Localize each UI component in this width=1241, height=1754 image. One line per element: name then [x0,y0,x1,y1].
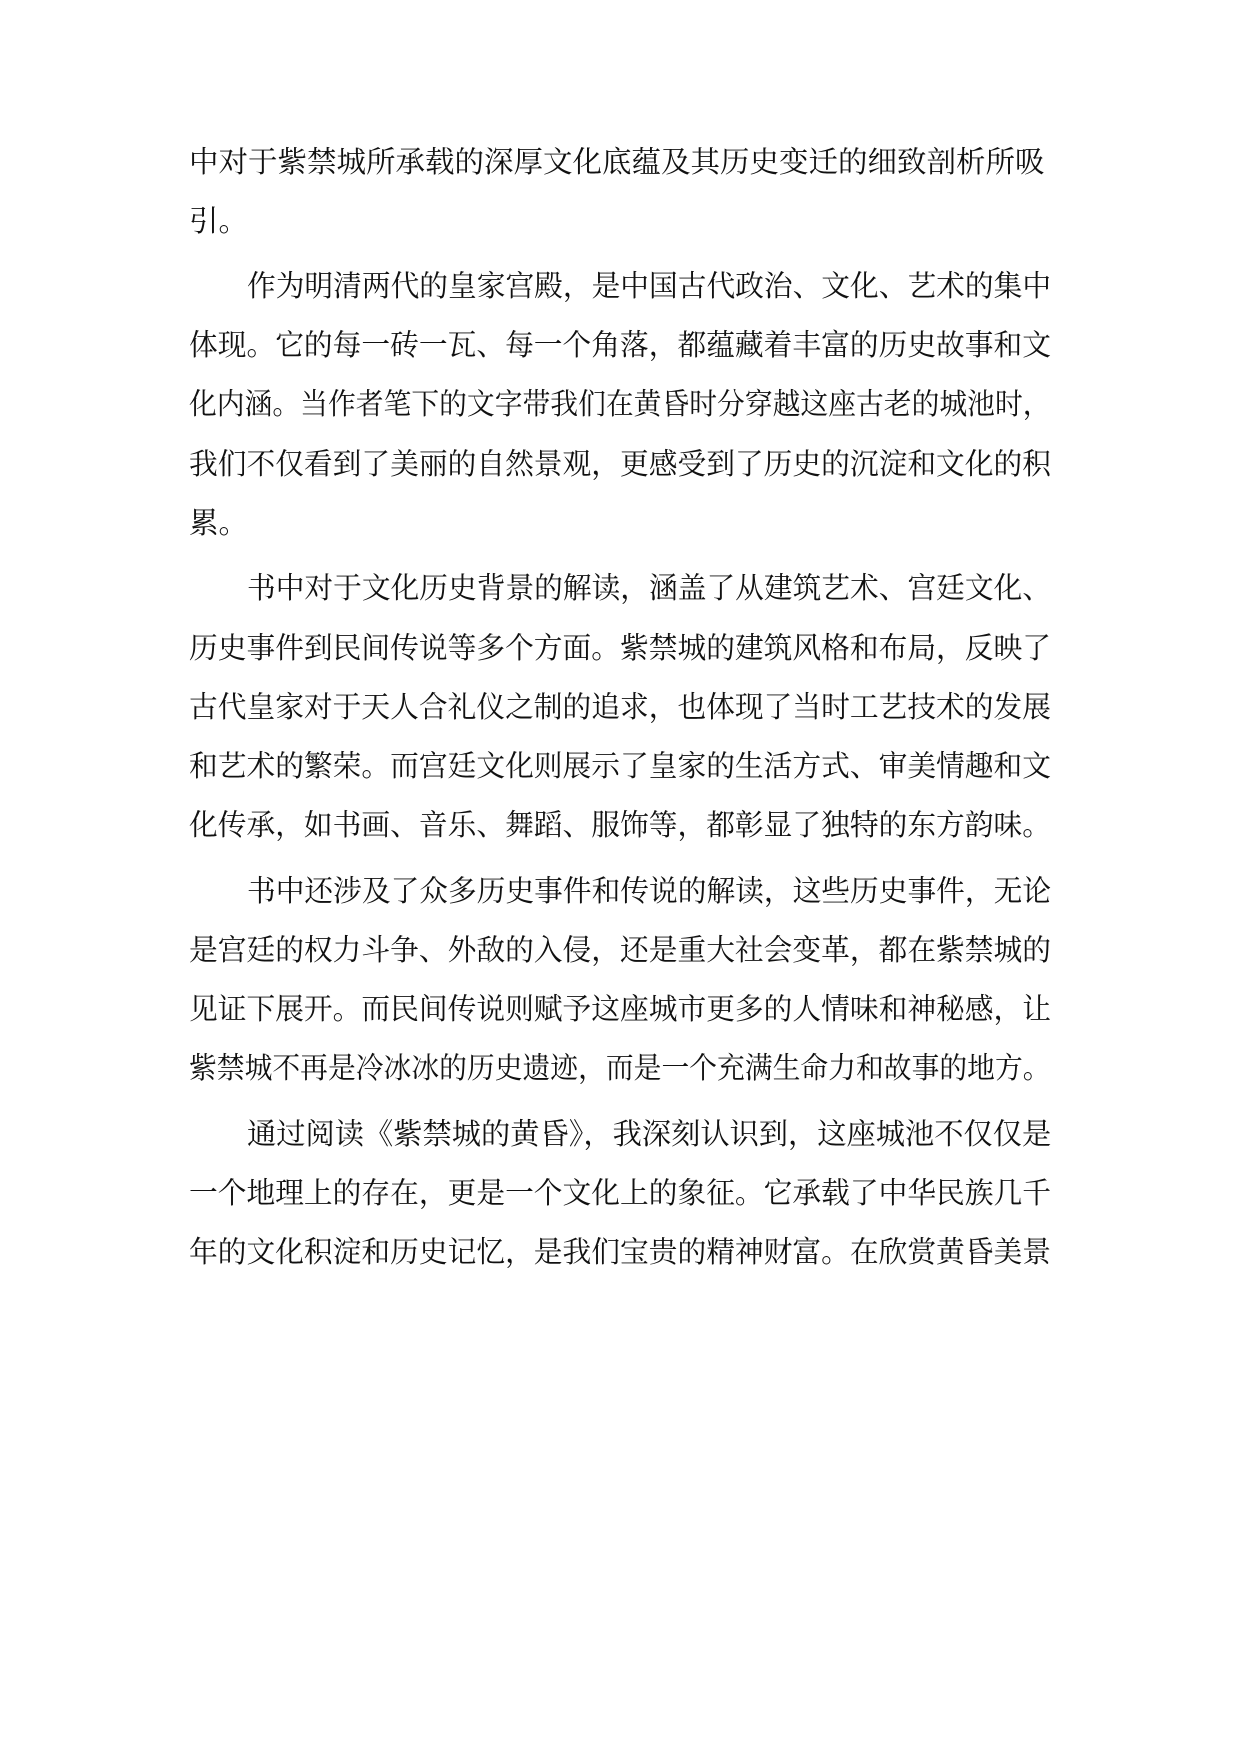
text-line: 累。 [189,506,249,540]
text-line: 体现。它的每一砖一瓦、每一个角落，都蕴藏着丰富的历史故事和文 [189,328,1052,362]
text-line: 见证下展开。而民间传说则赋予这座城市更多的人情味和神秘感，让 [189,992,1052,1026]
text-line: 古代皇家对于天人合礼仪之制的追求，也体现了当时工艺技术的发展 [189,690,1052,724]
text-line: 引。 [189,204,249,238]
text-line: 是宫廷的权力斗争、外敌的入侵，还是重大社会变革，都在紫禁城的 [189,933,1052,967]
paragraph-first-line: 作为明清两代的皇家宫殿，是中国古代政治、文化、艺术的集中 [247,269,1052,303]
paragraph-first-line: 书中对于文化历史背景的解读，涵盖了从建筑艺术、宫廷文化、 [247,571,1052,605]
text-line: 中对于紫禁城所承载的深厚文化底蕴及其历史变迁的细致剖析所吸 [189,145,1045,179]
text-line: 一个地理上的存在，更是一个文化上的象征。它承载了中华民族几千 [189,1176,1052,1210]
text-line: 历史事件到民间传说等多个方面。紫禁城的建筑风格和布局，反映了 [189,631,1052,665]
text-line: 和艺术的繁荣。而宫廷文化则展示了皇家的生活方式、审美情趣和文 [189,749,1052,783]
text-line: 年的文化积淀和历史记忆，是我们宝贵的精神财富。在欣赏黄昏美景 [189,1235,1052,1269]
paragraph-first-line: 书中还涉及了众多历史事件和传说的解读，这些历史事件，无论 [247,874,1052,908]
paragraph-first-line: 通过阅读《紫禁城的黄昏》，我深刻认识到，这座城池不仅仅是 [247,1117,1052,1151]
text-line: 紫禁城不再是冷冰冰的历史遗迹，而是一个充满生命力和故事的地方。 [189,1051,1051,1085]
text-line: 化传承，如书画、音乐、舞蹈、服饰等，都彰显了独特的东方韵味。 [189,808,1052,842]
text-line: 我们不仅看到了美丽的自然景观，更感受到了历史的沉淀和文化的积 [189,447,1052,481]
text-line: 化内涵。当作者笔下的文字带我们在黄昏时分穿越这座古老的城池时， [189,387,1051,421]
